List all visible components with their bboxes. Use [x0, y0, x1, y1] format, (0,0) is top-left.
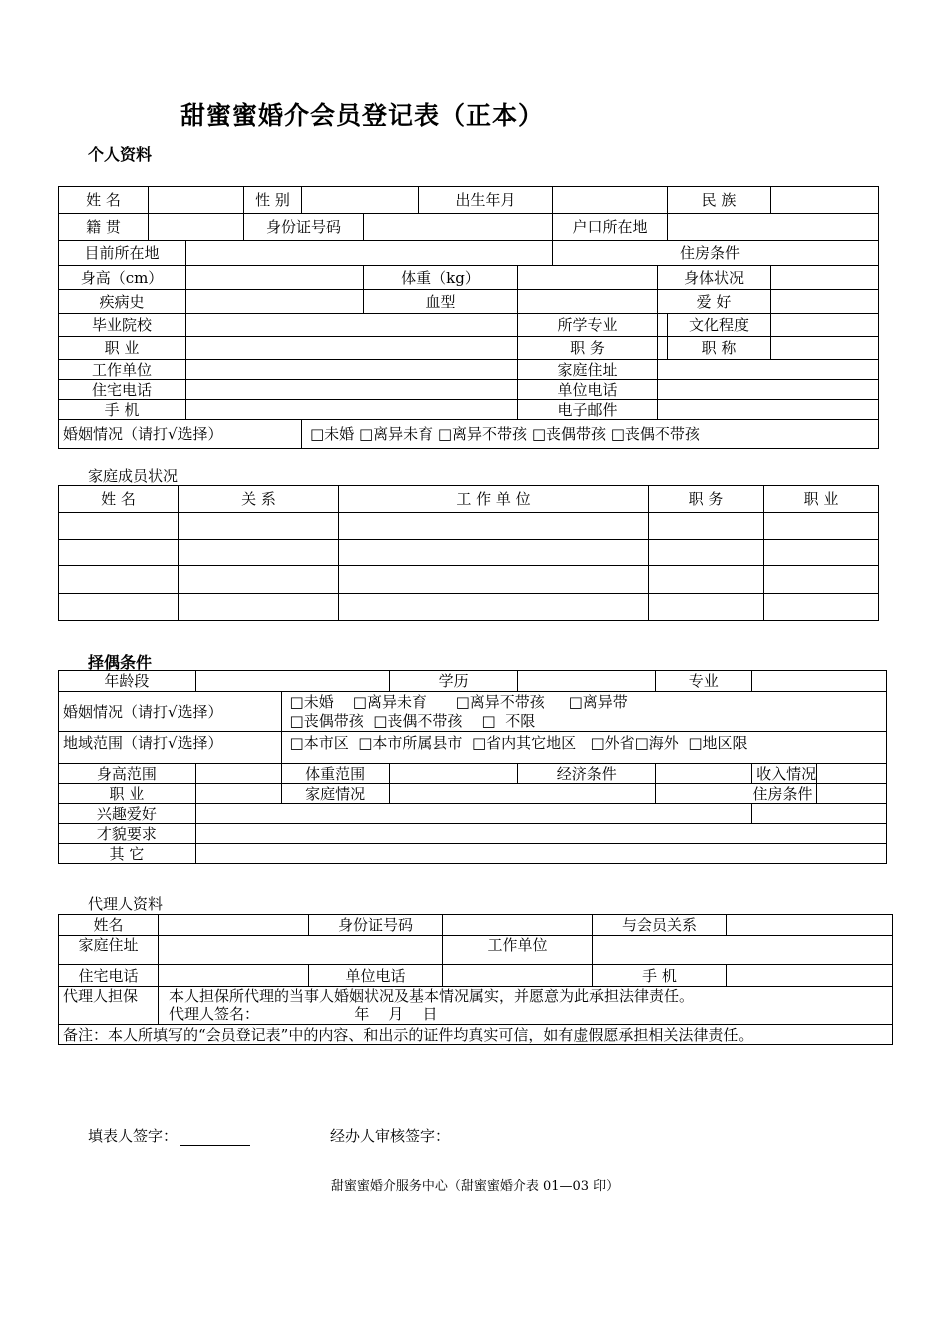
other-field[interactable]	[195, 844, 886, 864]
table-row[interactable]	[59, 540, 179, 566]
health-field[interactable]	[771, 266, 879, 290]
table-row[interactable]	[59, 594, 179, 621]
email-field[interactable]	[658, 400, 879, 420]
native-place-label: 籍 贯	[59, 214, 149, 241]
criteria-table	[58, 670, 887, 864]
imprint: 甜蜜蜜婚介服务中心（甜蜜蜜婚介表 01—03 印）	[330, 1179, 620, 1194]
guarantee-cell[interactable]	[159, 987, 893, 1025]
blood-type-field[interactable]	[518, 290, 658, 314]
interests-field[interactable]	[195, 804, 751, 824]
work-unit-label: 工作单位	[59, 360, 186, 380]
criteria-housing-field[interactable]	[817, 784, 887, 804]
work-phone-label: 单位电话	[518, 380, 658, 400]
birth-label: 出生年月	[419, 187, 553, 214]
weight-label: 体重（kg）	[364, 266, 518, 290]
criteria-marital-line-1[interactable]: □未婚 □离异未育 □离异不带孩 □离异带	[289, 692, 628, 711]
gender-label: 性 别	[244, 187, 302, 214]
name-field[interactable]	[149, 187, 244, 214]
agent-signature-line[interactable]: 代理人签名： 年 月 日	[169, 1005, 438, 1023]
height-label: 身高（cm）	[59, 266, 186, 290]
title-rank-label: 职 称	[668, 337, 771, 360]
economic-field[interactable]	[656, 764, 752, 784]
birth-field[interactable]	[553, 187, 668, 214]
region-options[interactable]: □本市区 □本市所属县市 □省内其它地区 □外省□海外 □地区限	[281, 732, 886, 764]
criteria-housing-label: 住房条件	[656, 784, 817, 804]
filler-sign-line[interactable]	[180, 1131, 250, 1146]
interests-label: 兴趣爱好	[59, 804, 196, 824]
agent-relation-field[interactable]	[727, 915, 893, 936]
table-row[interactable]	[59, 566, 179, 594]
criteria-major-label: 专业	[656, 671, 752, 692]
family-header-position: 职 务	[649, 486, 764, 513]
housing-label: 住房条件	[553, 241, 879, 266]
school-label: 毕业院校	[59, 314, 186, 337]
agent-mobile-field[interactable]	[727, 965, 893, 987]
title-rank-field[interactable]	[771, 337, 879, 360]
agent-id-field[interactable]	[443, 915, 593, 936]
family-header-work-unit: 工 作 单 位	[339, 486, 649, 513]
position-label: 职 务	[518, 337, 658, 360]
agent-work-phone-field[interactable]	[443, 965, 593, 987]
school-field[interactable]	[186, 314, 518, 337]
weight-field[interactable]	[518, 266, 658, 290]
weight-range-label: 体重范围	[281, 764, 389, 784]
family-header-relation: 关 系	[179, 486, 339, 513]
agent-home-phone-field[interactable]	[159, 965, 309, 987]
other-label: 其 它	[59, 844, 196, 864]
mobile-field[interactable]	[186, 400, 518, 420]
gender-field[interactable]	[302, 187, 419, 214]
age-range-label: 年龄段	[59, 671, 196, 692]
criteria-education-label: 学历	[389, 671, 518, 692]
income-label: 收入情况	[752, 764, 817, 784]
personal-info-table	[58, 186, 879, 449]
home-address-field[interactable]	[658, 360, 879, 380]
home-phone-label: 住宅电话	[59, 380, 186, 400]
agent-relation-label: 与会员关系	[593, 915, 727, 936]
interests-extra-field[interactable]	[752, 804, 887, 824]
agent-home-address-field[interactable]	[159, 936, 443, 965]
current-location-field[interactable]	[186, 241, 553, 266]
criteria-marital-line-2[interactable]: □丧偶带孩 □丧偶不带孩 □ 不限	[289, 711, 536, 730]
work-phone-field[interactable]	[658, 380, 879, 400]
occupation-label: 职 业	[59, 337, 186, 360]
work-unit-field[interactable]	[186, 360, 518, 380]
agent-mobile-label: 手 机	[593, 965, 727, 987]
hobby-label: 爱 好	[658, 290, 771, 314]
major-label: 所学专业	[518, 314, 658, 337]
hobby-field[interactable]	[771, 290, 879, 314]
position-field[interactable]	[658, 337, 668, 360]
appearance-field[interactable]	[195, 824, 886, 844]
home-phone-field[interactable]	[186, 380, 518, 400]
id-number-field[interactable]	[364, 214, 553, 241]
table-row[interactable]	[59, 513, 179, 540]
family-table	[58, 485, 879, 621]
economic-label: 经济条件	[518, 764, 656, 784]
appearance-label: 才貌要求	[59, 824, 196, 844]
disease-label: 疾病史	[59, 290, 186, 314]
page-title: 甜蜜蜜婚介会员登记表（正本）	[180, 101, 545, 130]
agent-work-unit-label: 工作单位	[443, 936, 593, 965]
criteria-heading: 择偶条件	[88, 653, 153, 672]
current-location-label: 目前所在地	[59, 241, 186, 266]
id-number-label: 身份证号码	[244, 214, 364, 241]
blood-type-label: 血型	[364, 290, 518, 314]
family-header-name: 姓 名	[59, 486, 179, 513]
agent-home-phone-label: 住宅电话	[59, 965, 159, 987]
family-heading: 家庭成员状况	[88, 467, 179, 485]
ethnicity-field[interactable]	[771, 187, 879, 214]
reviewer-sign-label: 经办人审核签字：	[330, 1127, 451, 1145]
agent-work-unit-field[interactable]	[593, 936, 893, 965]
filler-signature[interactable]	[88, 1125, 250, 1146]
guarantee-text: 本人担保所代理的当事人婚姻状况及基本情况属实，并愿意为此承担法律责任。	[169, 987, 695, 1005]
height-range-field[interactable]	[195, 764, 281, 784]
criteria-education-field[interactable]	[518, 671, 656, 692]
marital-label: 婚姻情况（请打√选择）	[59, 420, 302, 449]
education-field[interactable]	[771, 314, 879, 337]
mobile-label: 手 机	[59, 400, 186, 420]
education-label: 文化程度	[668, 314, 771, 337]
hukou-label: 户口所在地	[553, 214, 668, 241]
weight-range-field[interactable]	[389, 764, 518, 784]
guarantee-label: 代理人担保	[59, 987, 159, 1025]
marital-options[interactable]: □未婚 □离异未育 □离异不带孩 □丧偶带孩 □丧偶不带孩	[302, 420, 879, 449]
hukou-field[interactable]	[668, 214, 879, 241]
occupation-field[interactable]	[186, 337, 518, 360]
agent-name-field[interactable]	[159, 915, 309, 936]
family-status-label: 家庭情况	[281, 784, 389, 804]
name-label: 姓 名	[59, 187, 149, 214]
health-label: 身体状况	[658, 266, 771, 290]
home-address-label: 家庭住址	[518, 360, 658, 380]
income-field[interactable]	[817, 764, 887, 784]
remark: 备注：本人所填写的“会员登记表”中的内容、和出示的证件均真实可信，如有虚假愿承担相关法律责任。	[59, 1025, 893, 1045]
criteria-occupation-label: 职 业	[59, 784, 196, 804]
height-range-label: 身高范围	[59, 764, 196, 784]
agent-home-address-label: 家庭住址	[59, 936, 159, 965]
disease-field[interactable]	[186, 290, 364, 314]
agent-id-label: 身份证号码	[309, 915, 443, 936]
agent-name-label: 姓名	[59, 915, 159, 936]
ethnicity-label: 民 族	[668, 187, 771, 214]
criteria-major-field[interactable]	[752, 671, 887, 692]
criteria-marital-options[interactable]	[281, 692, 886, 732]
family-status-field[interactable]	[389, 784, 655, 804]
criteria-occupation-field[interactable]	[195, 784, 281, 804]
family-header-occupation: 职 业	[764, 486, 879, 513]
region-label: 地域范围（请打√选择）	[59, 732, 282, 764]
native-place-field[interactable]	[149, 214, 244, 241]
criteria-marital-label: 婚姻情况（请打√选择）	[59, 692, 282, 732]
personal-heading: 个人资料	[88, 145, 153, 164]
filler-sign-label: 填表人签字：	[88, 1127, 179, 1145]
age-range-field[interactable]	[195, 671, 389, 692]
agent-table	[58, 914, 893, 1045]
major-field[interactable]	[658, 314, 668, 337]
agent-heading: 代理人资料	[88, 895, 164, 913]
email-label: 电子邮件	[518, 400, 658, 420]
agent-work-phone-label: 单位电话	[309, 965, 443, 987]
height-field[interactable]	[186, 266, 364, 290]
